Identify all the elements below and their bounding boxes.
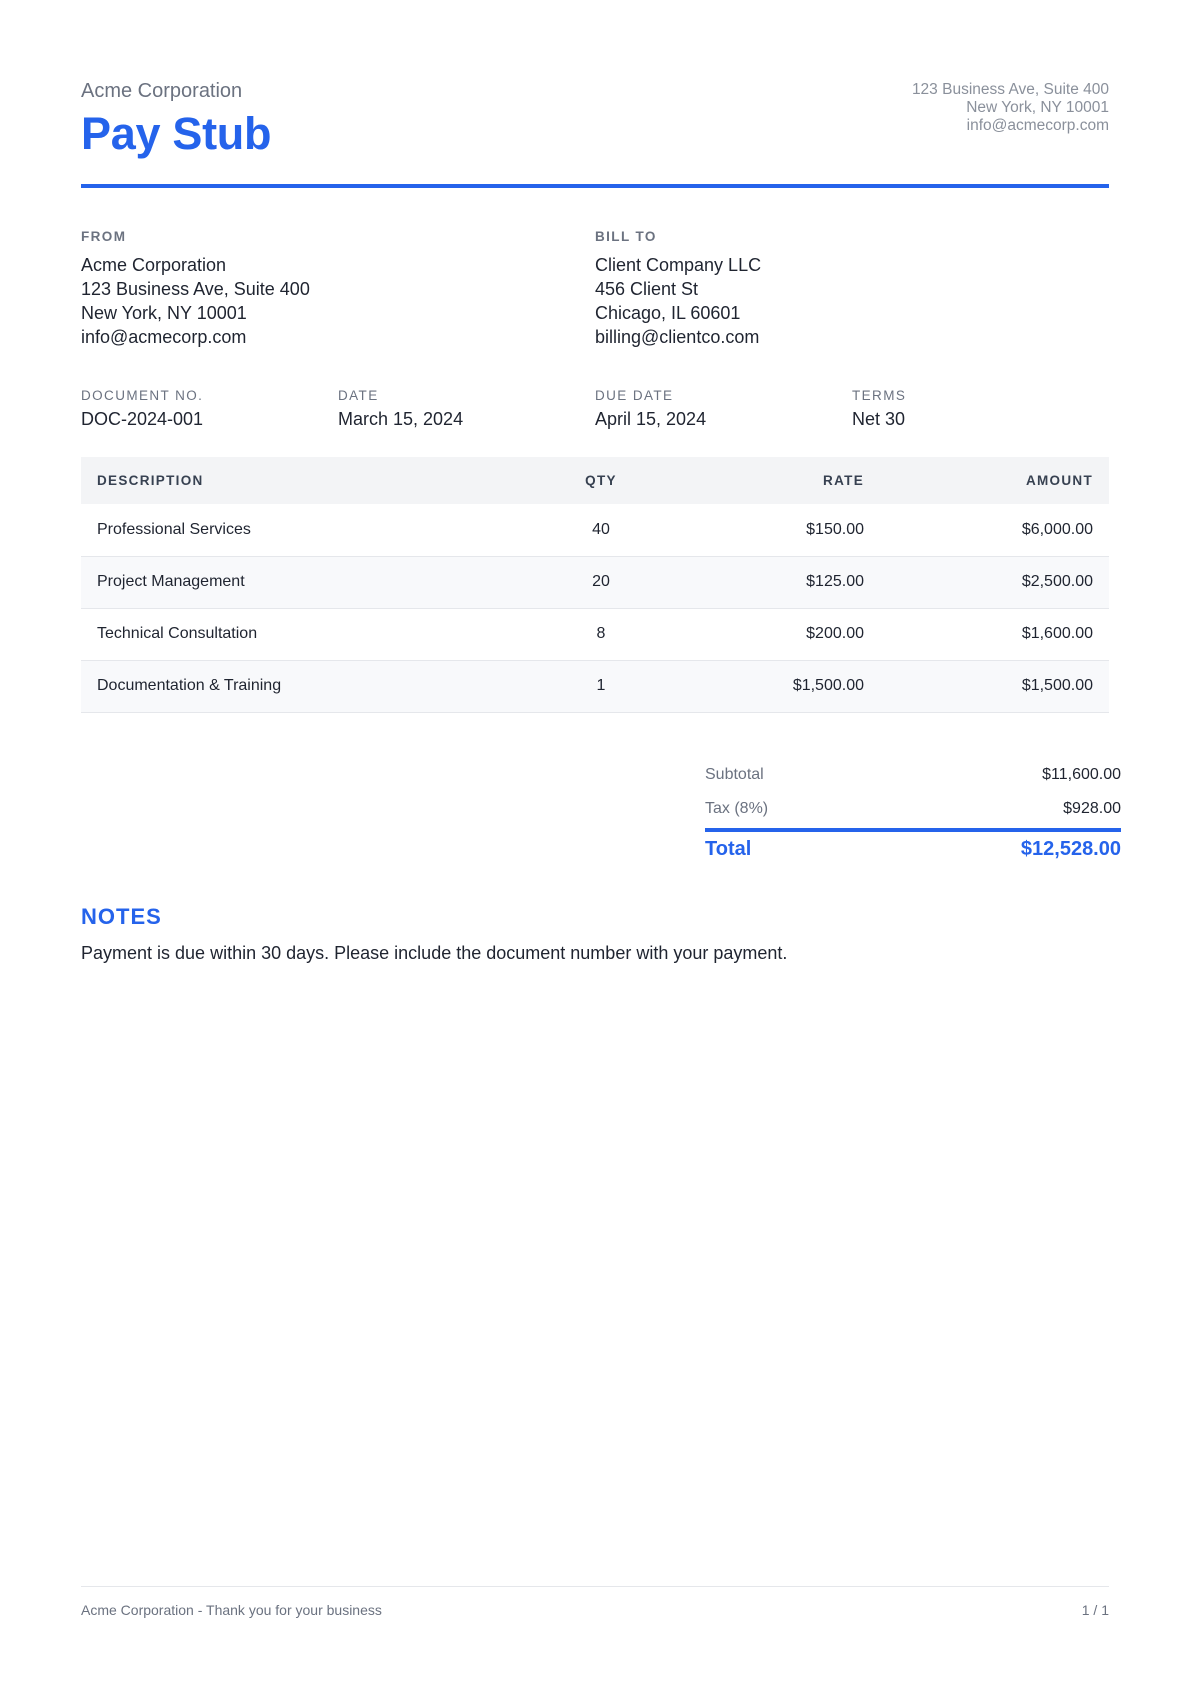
- subtotal-row: [705, 758, 1121, 792]
- totals-block: [705, 758, 1121, 866]
- meta-label: DATE: [338, 388, 379, 403]
- table-row: [81, 504, 1109, 556]
- meta-document-no: [81, 388, 338, 430]
- from-line: Acme Corporation: [81, 255, 227, 275]
- bill-to-line: Client Company LLC: [595, 255, 762, 275]
- document-title: Pay Stub: [81, 108, 272, 159]
- address-line: New York, NY 10001: [966, 99, 1109, 116]
- from-label: FROM: [81, 229, 127, 244]
- cell-amount: $1,600.00: [864, 608, 1109, 660]
- total-row: [705, 828, 1121, 866]
- cell-qty: 20: [501, 556, 701, 608]
- meta-terms: [852, 388, 1109, 430]
- cell-qty: 8: [501, 608, 701, 660]
- table-header-row: [81, 457, 1109, 504]
- meta-value: April 15, 2024: [595, 409, 707, 429]
- column-header-amount: AMOUNT: [1025, 473, 1093, 488]
- notes-title: NOTES: [81, 904, 162, 929]
- cell-description: Project Management: [81, 556, 501, 608]
- tax-value: $928.00: [1063, 800, 1121, 817]
- address-line: 123 Business Ave, Suite 400: [911, 81, 1109, 98]
- company-address: [912, 81, 1109, 135]
- column-header-description: DESCRIPTION: [97, 473, 204, 488]
- parties-section: [81, 229, 1109, 349]
- cell-amount: $2,500.00: [864, 556, 1109, 608]
- cell-description: Technical Consultation: [81, 608, 501, 660]
- from-block: [81, 229, 595, 349]
- column-header-qty: QTY: [585, 473, 617, 488]
- meta-label: TERMS: [852, 388, 907, 403]
- meta-value: March 15, 2024: [338, 409, 464, 429]
- table-row: [81, 556, 1109, 608]
- cell-qty: 40: [501, 504, 701, 556]
- bill-to-line: Chicago, IL 60601: [595, 303, 741, 323]
- from-line: 123 Business Ave, Suite 400: [81, 279, 310, 299]
- cell-amount: $6,000.00: [864, 504, 1109, 556]
- page-number: 1 / 1: [1081, 1602, 1109, 1618]
- column-header-rate: RATE: [823, 473, 864, 488]
- cell-description: Documentation & Training: [81, 660, 501, 712]
- cell-amount: $1,500.00: [864, 660, 1109, 712]
- document-meta: [81, 388, 1109, 430]
- from-email: info@acmecorp.com: [81, 327, 247, 347]
- tax-label: Tax (8%): [705, 800, 769, 817]
- bill-to-email: billing@clientco.com: [595, 327, 760, 347]
- cell-rate: $200.00: [701, 608, 864, 660]
- cell-description: Professional Services: [81, 504, 501, 556]
- bill-to-label: BILL TO: [595, 229, 657, 244]
- meta-label: DOCUMENT NO.: [81, 388, 204, 403]
- cell-qty: 1: [501, 660, 701, 712]
- meta-date: [338, 388, 595, 430]
- document-header: [81, 0, 1109, 188]
- notes-section: [81, 904, 1109, 964]
- company-name: Acme Corporation: [81, 80, 243, 102]
- total-label: Total: [705, 837, 752, 860]
- from-line: New York, NY 10001: [81, 303, 247, 323]
- cell-rate: $125.00: [701, 556, 864, 608]
- notes-text: Payment is due within 30 days. Please include the document number with your payment.: [81, 943, 788, 963]
- footer-text: Acme Corporation - Thank you for your business: [81, 1602, 382, 1618]
- line-items-table: [81, 457, 1109, 713]
- bill-to-line: 456 Client St: [595, 279, 699, 299]
- cell-rate: $150.00: [701, 504, 864, 556]
- meta-due-date: [595, 388, 852, 430]
- tax-row: [705, 792, 1121, 826]
- table-row: [81, 660, 1109, 712]
- meta-label: DUE DATE: [595, 388, 674, 403]
- page-footer: [81, 1586, 1109, 1618]
- cell-rate: $1,500.00: [701, 660, 864, 712]
- company-email: info@acmecorp.com: [966, 117, 1109, 134]
- bill-to-block: [595, 229, 1109, 349]
- total-value: $12,528.00: [1020, 837, 1121, 860]
- meta-value: DOC-2024-001: [81, 409, 204, 429]
- subtotal-label: Subtotal: [705, 766, 764, 783]
- subtotal-value: $11,600.00: [1042, 766, 1121, 783]
- table-row: [81, 608, 1109, 660]
- meta-value: Net 30: [852, 409, 906, 429]
